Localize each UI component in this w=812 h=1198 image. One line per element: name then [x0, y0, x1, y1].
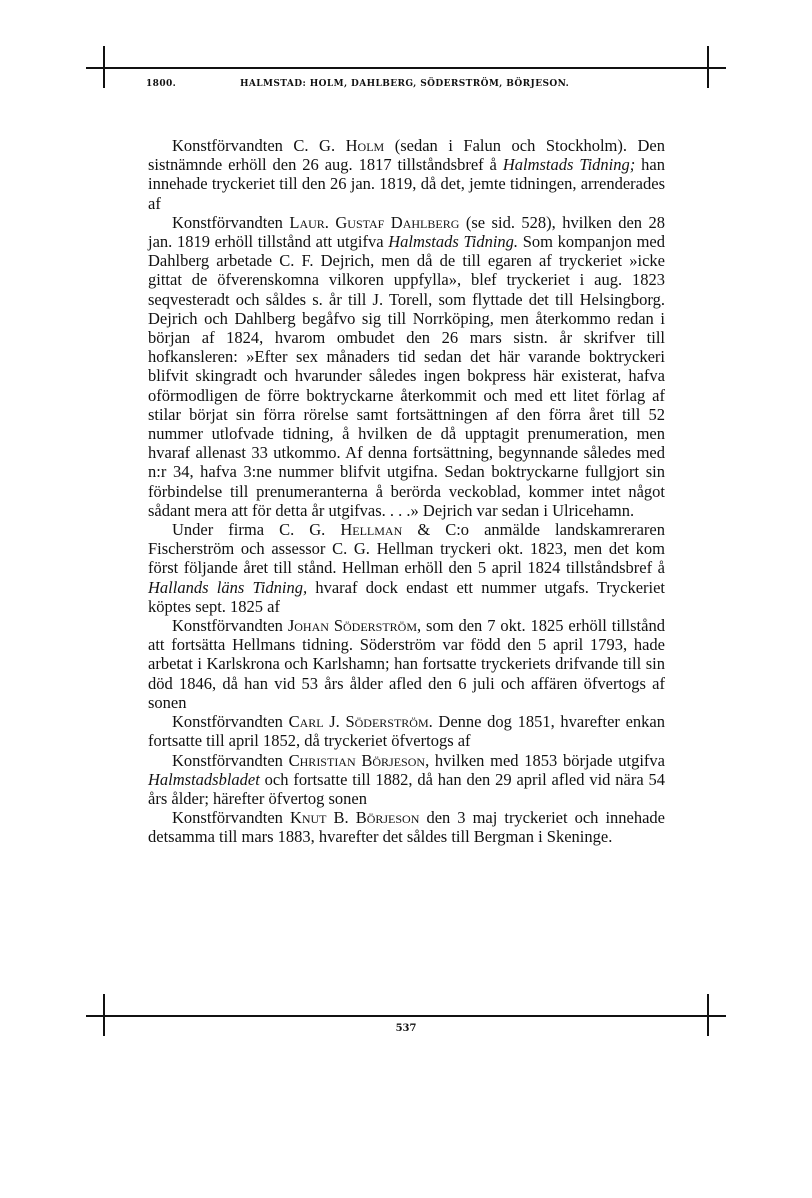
text-run: hvaraf dock endast ett nummer utgafs. Tryckeriet köptes sept. 1825 af: [148, 577, 665, 616]
paragraph: [148, 213, 665, 520]
text-run: den 3 maj tryckeriet och innehade detsamma till mars 1883, hvarefter det såldes till Bergman i Skeninge.: [148, 808, 666, 847]
text-run: Konstförvandten: [172, 616, 288, 636]
person-name: Carl J. Söderström: [288, 712, 429, 732]
text-run: Som kompanjon med Dahlberg arbetade C. F. Dejrich, men då de till egaren af tryckeriet »icke gittat de öfverenskomna vilkoren uppfylla», blef tryckeriet i aug. 1823 seqvesteradt och såldes s. år till J. Torell, som flyttade det till Helsingborg. Dejrich och Dahlberg begåfvo sig till Norrköping, men återkommo redan i början af 1824, hvarom ombudet den 26 mars sistn. år skrifver till hofkansleren: »Efter sex månaders tid sedan det här varande boktryckeri blifvit skingradt och hvarunder således ingen bokpress här existerat, hafva oförmodligen de förre boktryckarne återkommit och med ett litet förlag af stilar börjat sin förra rörelse samt fortsättningen af den förra året till 52 nummer utlofvade tidning, å hvilken de då upptagit prenumeration, men hvaraf allenast 33 utkommo. Af denna fortsättning, begynnande således med n:r 34, hafva 3:ne nummer blifvit utgifna. Sedan boktryckarne fullgjort sin förbindelse till prenumeranterna å berörda veckoblad, kommer intet något sådant mera att för detta år utgifvas. . . .» Dejrich var sedan i Ulricehamn.: [148, 232, 665, 520]
paragraph: [148, 712, 665, 750]
running-head: [146, 79, 666, 89]
paragraph: [148, 808, 665, 846]
text-run: Konstförvandten C. G.: [172, 136, 346, 155]
running-head-title: HALMSTAD: HOLM, DAHLBERG, SÖDERSTRÖM, BÖRJESON.: [240, 79, 570, 89]
text-run: Konstförvandten: [172, 750, 289, 770]
text-run: Konstförvandten: [172, 808, 290, 828]
paragraph: [148, 136, 665, 213]
paragraph: [148, 751, 665, 809]
newspaper-title: Halmstads Tidning.: [388, 232, 519, 252]
text-run: och fortsatte till 1882, då han den 29 april afled vid nära 54 års ålder; härefter öfvertog sonen: [148, 769, 665, 808]
running-head-year: 1800.: [146, 79, 177, 89]
text-run: . Denne dog 1851, hvarefter enkan fortsatte till april 1852, då tryckeriet öfvertogs af: [148, 712, 665, 751]
text-run: (sedan i Falun och Stockholm). Den sistnämnde erhöll den 26 aug. 1817 tillståndsbref å: [148, 136, 665, 175]
text-run: Konstförvandten: [172, 212, 290, 232]
newspaper-title: Halmstads Tidning;: [502, 155, 636, 175]
person-name: Christian Börjeson: [288, 750, 426, 770]
paragraph: [148, 616, 665, 712]
paragraph: [148, 520, 665, 616]
text-run: , som den 7 okt. 1825 erhöll tillstånd att fortsätta Hellmans tidning. Söderström var född den 5 april 1793, hade arbetat i Karlskrona och Karlshamn; han fortsatte tryckeriets drifvande till sin död 1846, då han vid 53 års ålder afled den 6 juli och affären öfvertogs af sonen: [148, 616, 665, 712]
bottom-rule: [86, 1015, 726, 1017]
person-name: Laur. Gustaf Dahlberg: [289, 212, 460, 232]
page-number: 537: [395, 1023, 417, 1034]
left-rule-top: [103, 46, 105, 88]
person-name: Knut B. Börjeson: [289, 808, 420, 828]
right-rule-top: [707, 46, 709, 88]
body-text: [148, 136, 665, 847]
newspaper-title: Halmstadsbladet: [148, 769, 260, 789]
text-run: , hvilken med 1853 började utgifva: [425, 750, 665, 770]
text-run: (se sid. 528), hvilken den 28 jan. 1819 erhöll tillstånd att utgifva: [148, 212, 665, 252]
text-run: han innehade tryckeriet till den 26 jan. 1819, då det, jemte tidningen, arrenderades af: [148, 155, 665, 213]
text-run: Under firma C. G.: [172, 520, 341, 540]
newspaper-title: Hallands läns Tidning,: [148, 577, 308, 597]
text-run: Konstförvandten: [172, 712, 289, 732]
person-name: Johan Söderström: [287, 616, 417, 636]
person-name: Holm: [345, 136, 385, 155]
text-run: & C:o anmälde landskamreraren Fischerström och assessor C. G. Hellman tryckeri okt. 1823, men det kom först följande året till stånd. Hellman erhöll den 5 april 1824 tillståndsbref å: [148, 520, 665, 578]
top-rule: [86, 67, 726, 69]
person-name: Hellman: [340, 520, 403, 540]
